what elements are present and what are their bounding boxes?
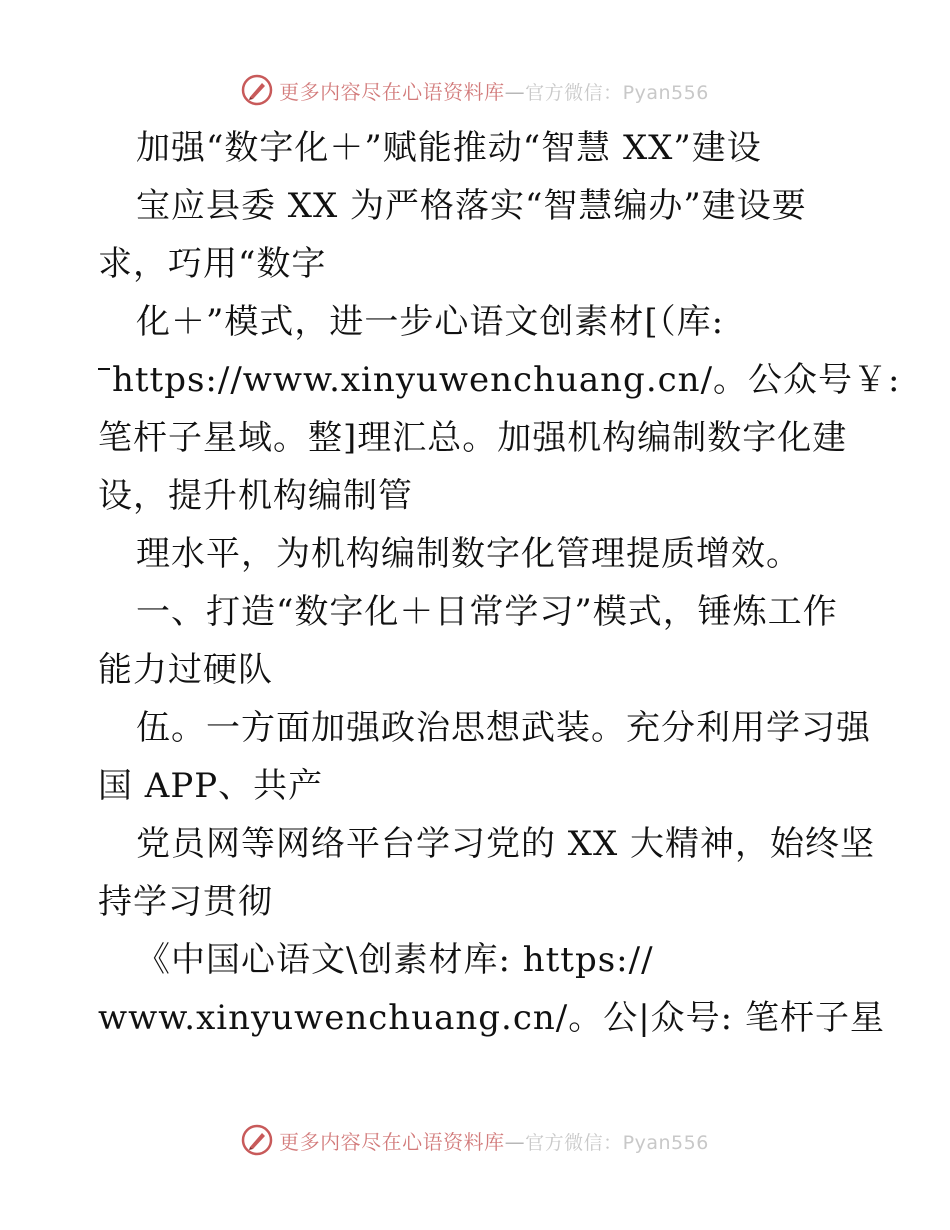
paragraph-line: 设，提升机构编制管	[98, 476, 413, 516]
paragraph-line: 持学习贯彻	[98, 882, 273, 922]
paragraph-line: 国 APP、共产	[98, 766, 324, 806]
paragraph-line: 求，巧用“数字	[98, 244, 327, 284]
paragraph-line: 伍。一方面加强政治思想武装。充分利用学习强	[136, 708, 871, 748]
section-heading-line: 一、打造“数字化＋日常学习”模式，锤炼工作	[136, 592, 838, 632]
banner-main-text: 更多内容尽在心语资料库	[279, 1129, 505, 1154]
banner-separator: —	[504, 1129, 526, 1154]
header-banner	[0, 70, 950, 110]
banner-handle: Pyan556	[622, 81, 709, 104]
paragraph-line: 理水平，为机构编制数字化管理提质增效。	[136, 534, 801, 574]
paragraph-line: 能力过硬队	[98, 650, 273, 690]
banner-sub-text: 官方微信：	[525, 1131, 623, 1154]
footer-banner	[0, 1120, 950, 1160]
pen-logo-icon	[241, 74, 273, 106]
paragraph-line: 化＋”模式，进一步心语文创素材[（库:	[136, 302, 725, 342]
banner-sub-text: 官方微信：	[525, 81, 623, 104]
document-title: 加强“数字化＋”赋能推动“智慧 XX”建设	[136, 128, 762, 168]
paragraph-line: https://www.xinyuwenchuang.cn/。公众号￥:	[112, 360, 901, 400]
banner-handle: Pyan556	[622, 1131, 709, 1154]
paragraph-line: 宝应县委 XX 为严格落实“智慧编办”建设要	[136, 186, 807, 226]
paragraph-line: 党员网等网络平台学习党的 XX 大精神，始终坚	[136, 824, 876, 864]
paragraph-line: 《中国心语文\创素材库: https://	[136, 940, 654, 980]
paragraph-line: www.xinyuwenchuang.cn/。公|众号: 笔杆子星	[98, 998, 885, 1038]
banner-main-text: 更多内容尽在心语资料库	[279, 79, 505, 104]
paragraph-line: 笔杆子星域。整]理汇总。加强机构编制数字化建	[98, 418, 848, 458]
banner-separator: —	[504, 79, 526, 104]
pen-logo-icon	[241, 1124, 273, 1156]
overline-mark	[98, 368, 110, 370]
